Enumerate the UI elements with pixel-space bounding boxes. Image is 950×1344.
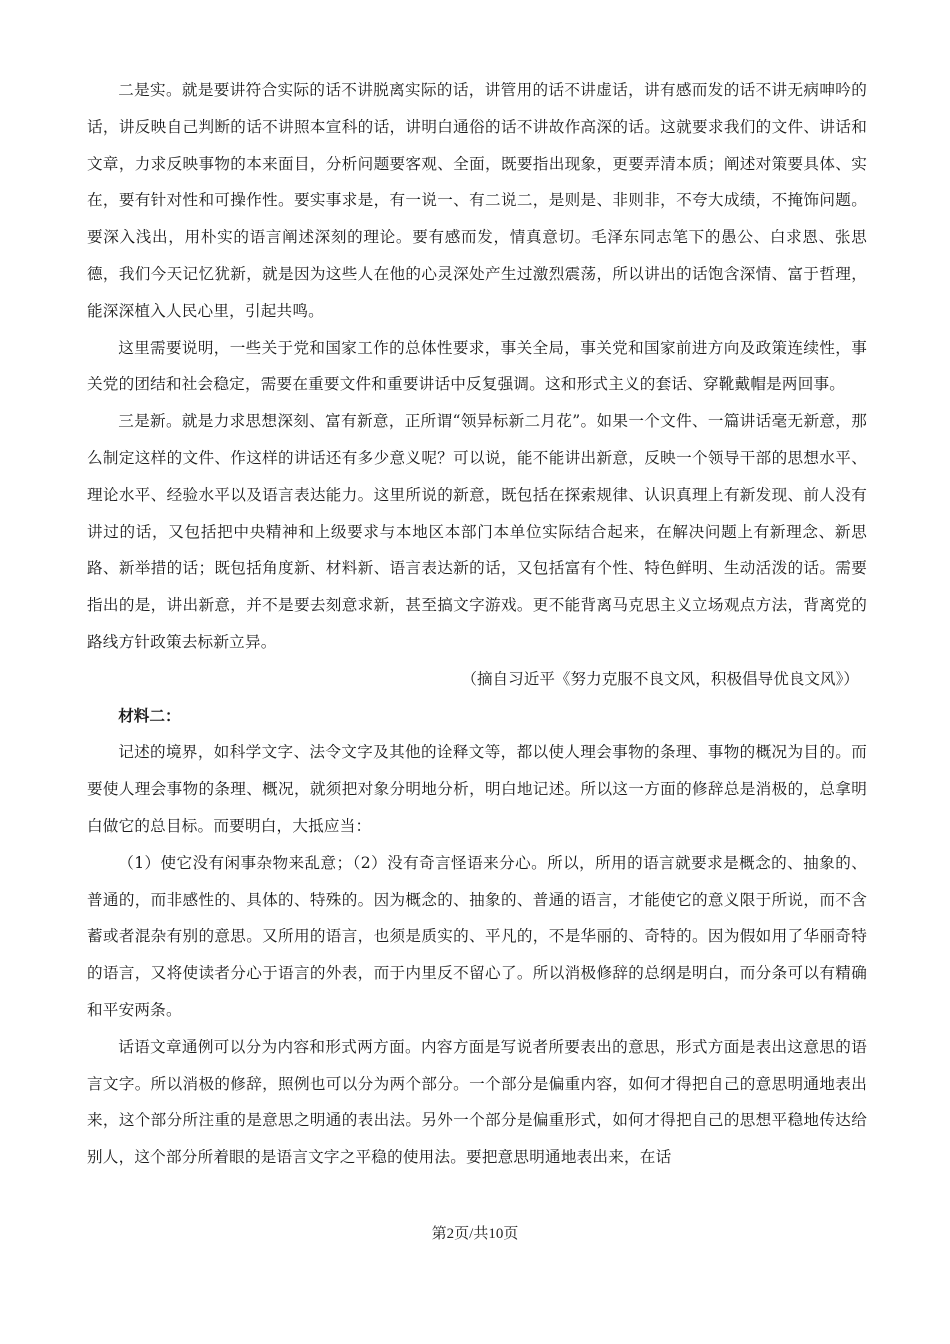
source-citation: （摘自习近平《努力克服不良文风，积极倡导优良文风》）: [461, 669, 859, 688]
material-2-heading: 材料二：: [118, 705, 181, 725]
material-2-paragraph-1: 记述的境界，如科学文字、法令文字及其他的诠释文等，都以使人理会事物的条理、事物的概况为目的。而要使人理会事物的条理、概况，就须把对象分明地分析，明白地记述。所以这一方面的修辞总是消极的，总拿明白做它的总目标。而要明白，大抵应当：: [87, 743, 867, 835]
material-2-paragraph-2: （1）使它没有闲事杂物来乱意；（2）没有奇言怪语来分心。所以，所用的语言就要求是概念的、抽象的、普通的，而非感性的、具体的、特殊的。因为概念的、抽象的、普通的语言，才能使它的意义限于所说，而不含蓄或者混杂有别的意思。又所用的语言，也须是质实的、平凡的，不是华丽的、奇特的。因为假如用了华丽奇特的语言，又将使读者分心于语言的外表，而于内里反不留心了。所以消极修辞的总纲是明白，而分条可以有精确和平安两条。: [87, 853, 867, 1019]
material-2-paragraph-3: 话语文章通例可以分为内容和形式两方面。内容方面是写说者所要表出的意思，形式方面是表出这意思的语言文字。所以消极的修辞，照例也可以分为两个部分。一个部分是偏重内容，如何才得把自己的意思明通地表出来，这个部分所注重的是意思之明通的表出法。另外一个部分是偏重形式，如何才得把自己的思想平稳地传达给别人，这个部分所着眼的是语言文字之平稳的使用法。要把意思明通地表出来，在话: [87, 1037, 867, 1167]
page-footer: 第2页/共10页: [431, 1226, 519, 1242]
document-body: [87, 72, 867, 1176]
paragraph-explanation: 这里需要说明，一些关于党和国家工作的总体性要求，事关全局，事关党和国家前进方向及政策连续性，事关党的团结和社会稳定，需要在重要文件和重要讲话中反复强调。这和形式主义的套话、穿靴戴帽是两回事。: [87, 338, 867, 394]
paragraph-shi: 二是实。就是要讲符合实际的话不讲脱离实际的话，讲管用的话不讲虚话，讲有感而发的话不讲无病呻吟的话，讲反映自己判断的话不讲照本宣科的话，讲明白通俗的话不讲故作高深的话。这就要求我们的文件、讲话和文章，力求反映事物的本来面目，分析问题要客观、全面，既要指出现象，更要弄清本质；阐述对策要具体、实在，要有针对性和可操作性。要实事求是，有一说一、有二说二，是则是、非则非，不夸大成绩，不掩饰问题。要深入浅出，用朴实的语言阐述深刻的理论。要有感而发，情真意切。毛泽东同志笔下的愚公、白求恩、张思德，我们今天记忆犹新，就是因为这些人在他的心灵深处产生过激烈震荡，所以讲出的话饱含深情、富于哲理，能深深植入人民心里，引起共鸣。: [87, 81, 867, 320]
paragraph-xin: 三是新。就是力求思想深刻、富有新意，正所谓“领异标新二月花”。如果一个文件、一篇讲话毫无新意，那么制定这样的文件、作这样的讲话还有多少意义呢？可以说，能不能讲出新意，反映一个领导干部的思想水平、理论水平、经验水平以及语言表达能力。这里所说的新意，既包括在探索规律、认识真理上有新发现、前人没有讲过的话，又包括把中央精神和上级要求与本地区本部门本单位实际结合起来，在解决问题上有新理念、新思路、新举措的话；既包括角度新、材料新、语言表达新的话，又包括富有个性、特色鲜明、生动活泼的话。需要指出的是，讲出新意，并不是要去刻意求新，甚至搞文字游戏。更不能背离马克思主义立场观点方法，背离党的路线方针政策去标新立异。: [87, 412, 867, 651]
